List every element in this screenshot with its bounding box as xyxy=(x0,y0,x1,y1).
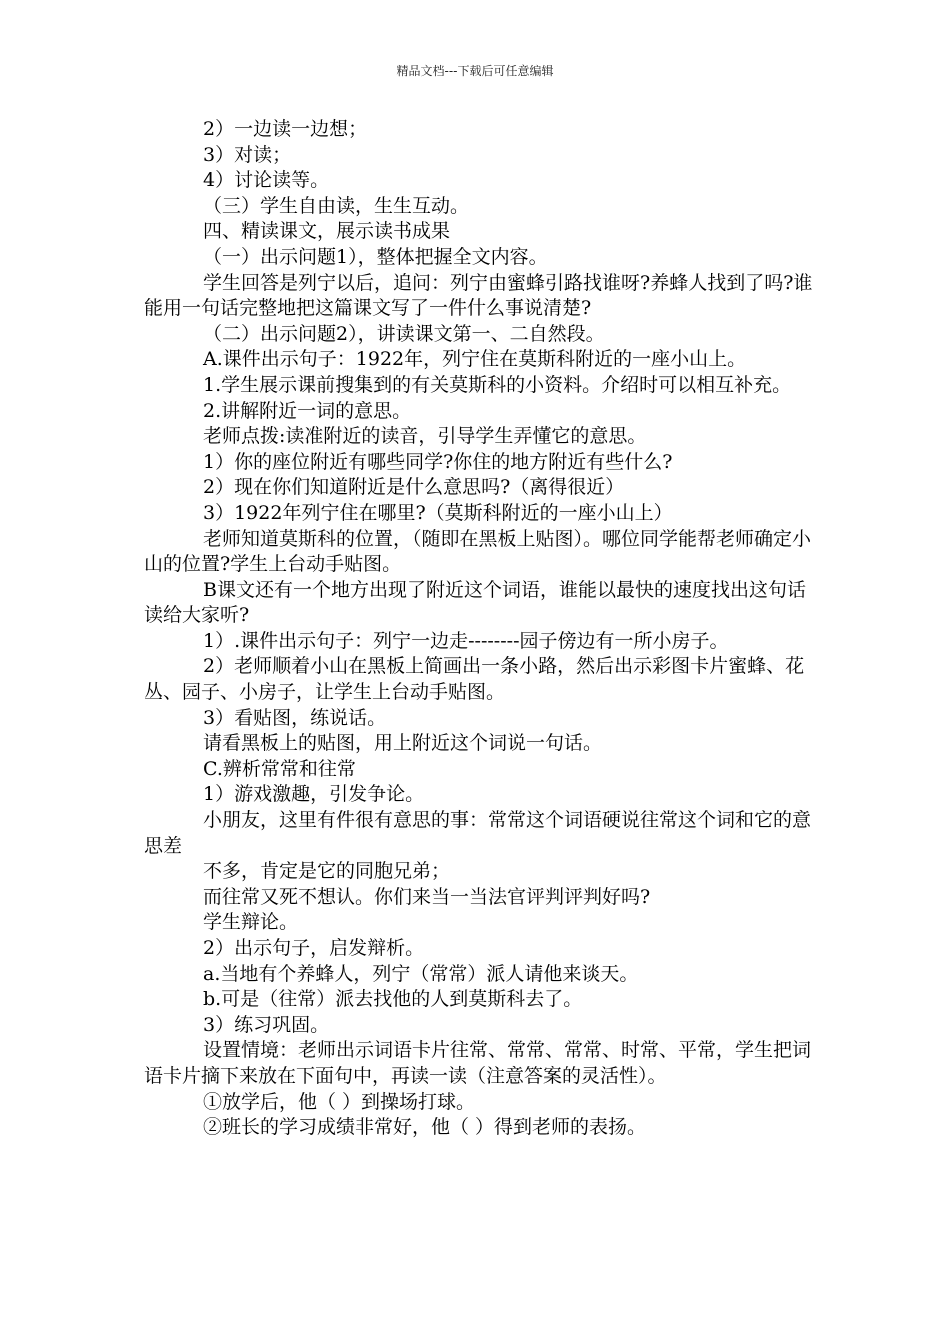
text-line: 学生回答是列宁以后，追问：列宁由蜜蜂引路找谁呀?养蜂人找到了吗?谁能用一句话完整地把这篇课文写了一件什么事说清楚? xyxy=(144,271,813,320)
text-line: 不多，肯定是它的同胞兄弟； xyxy=(203,860,451,883)
text-line: 3）看贴图，练说话。 xyxy=(203,706,387,729)
text-line: B课文还有一个地方出现了附近这个词语，谁能以最快的速度找出这句话读给大家听? xyxy=(144,578,806,627)
text-line: C.辨析常常和往常 xyxy=(203,757,356,780)
text-line: 设置情境：老师出示词语卡片往常、常常、常常、时常、平常，学生把词语卡片摘下来放在下面句中，再读一读（注意答案的灵活性）。 xyxy=(144,1039,812,1087)
text-line: 3）对读； xyxy=(203,143,292,166)
text-line: 学生辩论。 xyxy=(203,911,299,934)
text-line: （三）学生自由读，生生互动。 xyxy=(203,194,470,217)
text-line: 四、精读课文，展示读书成果 xyxy=(203,220,451,243)
text-line: 4）讨论读等。 xyxy=(203,169,330,192)
text-line: 2.讲解附近一词的意思。 xyxy=(203,399,412,422)
text-line: 老师知道莫斯科的位置，（随即在黑板上贴图）。哪位同学能帮老师确定小山的位置?学生上台动手贴图。 xyxy=(144,527,812,576)
text-line: 1.学生展示课前搜集到的有关莫斯科的小资料。介绍时可以相互补充。 xyxy=(203,373,792,396)
text-line: ②班长的学习成绩非常好，他（ ）得到老师的表扬。 xyxy=(203,1116,647,1139)
text-line: 而往常又死不想认。你们来当一当法官评判评判好吗? xyxy=(203,885,651,908)
text-line: 2）现在你们知道附近是什么意思吗?（离得很近） xyxy=(203,476,625,499)
text-line: a.当地有个养蜂人，列宁（常常）派人请他来谈天。 xyxy=(203,962,639,985)
text-line: 2）一边读一边想； xyxy=(203,118,368,140)
text-line: （一）出示问题1），整体把握全文内容。 xyxy=(203,245,548,268)
text-line: A.课件出示句子：1922年，列宁住在莫斯科附近的一座小山上。 xyxy=(203,348,747,371)
page-header: 精品文档---下载后可任意编辑 xyxy=(396,64,554,78)
text-line: 2）出示句子，启发辩析。 xyxy=(203,937,425,959)
text-line: 3）1922年列宁住在哪里?（莫斯科附近的一座小山上） xyxy=(203,501,673,524)
text-line: 1）.课件出示句子：列宁一边走--------园子傍边有一所小房子。 xyxy=(203,629,729,652)
text-line: ①放学后，他（ ）到操场打球。 xyxy=(203,1090,476,1113)
text-line: 1）你的座位附近有哪些同学?你住的地方附近有些什么? xyxy=(203,450,673,473)
text-line: 2）老师顺着小山在黑板上简画出一条小路，然后出示彩图卡片蜜蜂、花丛、园子、小房子，让学生上台动手贴图。 xyxy=(144,655,805,704)
text-line: 1）游戏激趣，引发争论。 xyxy=(203,783,425,806)
text-line: 小朋友，这里有件很有意思的事：常常这个词语硬说往常这个词和它的意思差 xyxy=(144,809,812,857)
text-line: 3）练习巩固。 xyxy=(203,1013,330,1036)
text-line: 老师点拨:读准附近的读音，引导学生弄懂它的意思。 xyxy=(203,425,647,448)
document-body xyxy=(144,117,814,1141)
text-line: （二）出示问题2），讲读课文第一、二自然段。 xyxy=(203,322,605,345)
text-line: 请看黑板上的贴图，用上附近这个词说一句话。 xyxy=(203,732,603,755)
text-line: b.可是（往常）派去找他的人到莫斯科去了。 xyxy=(203,988,583,1011)
